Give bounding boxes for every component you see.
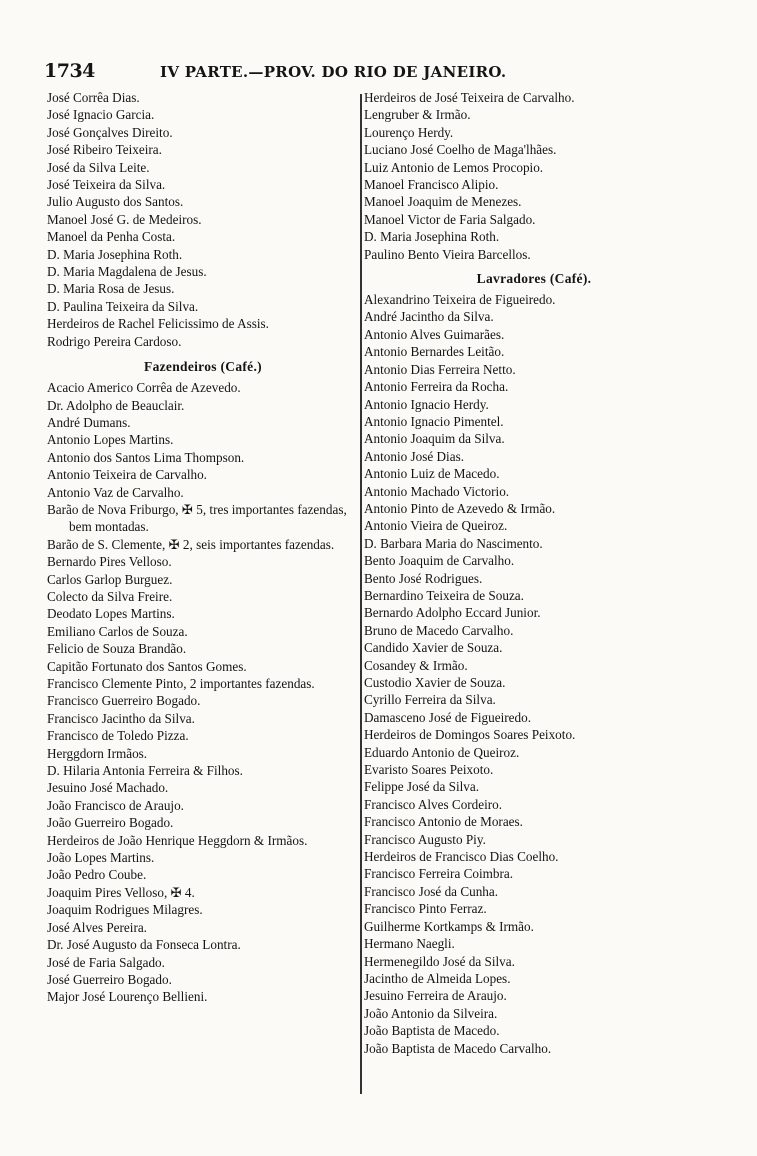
- list-entry: Jesuino José Machado.: [47, 780, 169, 796]
- list-entry: Luiz Antonio de Lemos Procopio.: [364, 159, 544, 175]
- right-top-list: [364, 89, 704, 263]
- list-entry: José Ribeiro Teixeira.: [47, 142, 162, 158]
- list-entry: João Francisco de Araujo.: [47, 797, 184, 813]
- list-entry: Herdeiros de Domingos Soares Peixoto.: [364, 727, 576, 743]
- list-entry: Antonio Teixeira de Carvalho.: [47, 467, 207, 483]
- list-entry: Barão de S. Clemente, ✠ 2, seis importantes fazendas.: [47, 536, 335, 552]
- list-entry: D. Maria Josephina Roth.: [47, 246, 183, 262]
- list-entry: Antonio Lopes Martins.: [47, 432, 174, 448]
- list-entry: João Baptista de Macedo.: [364, 1023, 500, 1039]
- list-entry: José Ignacio Garcia.: [47, 107, 155, 123]
- list-entry: Francisco Jacintho da Silva.: [47, 710, 195, 726]
- list-entry: Joaquim Rodrigues Milagres.: [47, 902, 203, 918]
- list-entry: Manoel da Penha Costa.: [47, 229, 176, 245]
- fazendeiros-list: [47, 379, 359, 1006]
- running-head: IV PARTE.—PROV. DO RIO DE JANEIRO.: [160, 63, 507, 81]
- list-entry: Bento José Rodrigues.: [364, 570, 483, 586]
- list-entry: Joaquim Pires Velloso, ✠ 4.: [47, 884, 195, 900]
- list-entry: Antonio dos Santos Lima Thompson.: [47, 449, 245, 465]
- list-entry: Julio Augusto dos Santos.: [47, 194, 184, 210]
- list-entry: Herdeiros de Francisco Dias Coelho.: [364, 849, 559, 865]
- left-top-list: [47, 89, 359, 350]
- list-entry: João Baptista de Macedo Carvalho.: [364, 1040, 552, 1056]
- list-entry: Candido Xavier de Souza.: [364, 640, 503, 656]
- list-entry: Antonio Joaquim da Silva.: [364, 431, 505, 447]
- list-entry: D. Paulina Teixeira da Silva.: [47, 298, 199, 314]
- left-column: [47, 89, 359, 1006]
- list-entry: Lengruber & Irmão.: [364, 107, 471, 123]
- list-entry: Dr. Adolpho de Beauclair.: [47, 397, 185, 413]
- list-entry: Antonio Pinto de Azevedo & Irmão.: [364, 500, 556, 516]
- right-column: [364, 89, 704, 1057]
- list-entry: Antonio José Dias.: [364, 448, 465, 464]
- list-entry: D. Maria Magdalena de Jesus.: [47, 264, 207, 280]
- list-entry: José Guerreiro Bogado.: [47, 971, 172, 987]
- list-entry: Herdeiros de Rachel Felicissimo de Assis.: [47, 316, 269, 332]
- list-entry: Francisco Alves Cordeiro.: [364, 796, 503, 812]
- list-entry: Paulino Bento Vieira Barcellos.: [364, 246, 531, 262]
- list-entry: João Antonio da Silveira.: [364, 1005, 498, 1021]
- list-entry: Antonio Ferreira da Rocha.: [364, 379, 509, 395]
- list-entry: Bruno de Macedo Carvalho.: [364, 622, 514, 638]
- list-entry: Antonio Vaz de Carvalho.: [47, 484, 184, 500]
- list-entry: Damasceno José de Figueiredo.: [364, 709, 531, 725]
- list-entry: Antonio Ignacio Herdy.: [364, 396, 489, 412]
- list-entry: Colecto da Silva Freire.: [47, 588, 173, 604]
- list-entry: Felicio de Souza Brandão.: [47, 641, 187, 657]
- page-number: 1734: [44, 60, 95, 82]
- list-entry: Francisco de Toledo Pizza.: [47, 728, 189, 744]
- list-entry: Herdeiros de João Henrique Heggdorn & Irmãos.: [47, 832, 308, 848]
- list-entry: Antonio Bernardes Leitão.: [364, 344, 505, 360]
- list-entry: José Gonçalves Direito.: [47, 124, 173, 140]
- list-entry: Francisco José da Cunha.: [364, 883, 499, 899]
- list-entry: Antonio Dias Ferreira Netto.: [364, 361, 516, 377]
- list-entry: Hermano Naegli.: [364, 936, 455, 952]
- list-entry: Rodrigo Pereira Cardoso.: [47, 333, 182, 349]
- list-entry: Antonio Vieira de Queiroz.: [364, 518, 508, 534]
- list-entry: João Pedro Coube.: [47, 867, 147, 883]
- list-entry: Bernardino Teixeira de Souza.: [364, 587, 524, 603]
- list-entry: Herggdorn Irmãos.: [47, 745, 148, 761]
- list-entry: Manoel Victor de Faria Salgado.: [364, 211, 536, 227]
- list-entry: Francisco Pinto Ferraz.: [364, 901, 487, 917]
- list-entry: Francisco Antonio de Moraes.: [364, 814, 523, 830]
- list-entry: José Alves Pereira.: [47, 919, 147, 935]
- column-divider: [360, 94, 362, 1094]
- list-entry: João Guerreiro Bogado.: [47, 815, 174, 831]
- list-entry: Barão de Nova Friburgo, ✠ 5, tres importantes fazendas, bem montadas.: [47, 501, 347, 535]
- list-entry: Evaristo Soares Peixoto.: [364, 762, 494, 778]
- list-entry: Antonio Luiz de Macedo.: [364, 466, 500, 482]
- list-entry: D. Maria Rosa de Jesus.: [47, 281, 175, 297]
- list-entry: José de Faria Salgado.: [47, 954, 165, 970]
- lavradores-heading: Lavradores (Café).: [476, 271, 592, 287]
- list-entry: Luciano José Coelho de Maga'lhães.: [364, 142, 557, 158]
- list-entry: Francisco Clemente Pinto, 2 importantes fazendas.: [47, 676, 315, 691]
- list-entry: Cosandey & Irmão.: [364, 657, 468, 673]
- list-entry: André Dumans.: [47, 414, 131, 430]
- list-entry: Deodato Lopes Martins.: [47, 606, 175, 622]
- list-entry: Acacio Americo Corrêa de Azevedo.: [47, 380, 241, 396]
- list-entry: Dr. José Augusto da Fonseca Lontra.: [47, 937, 241, 953]
- list-entry: Antonio Alves Guimarães.: [364, 326, 505, 342]
- list-entry: Jesuino Ferreira de Araujo.: [364, 988, 507, 1004]
- fazendeiros-heading: Fazendeiros (Café.): [144, 359, 262, 375]
- list-entry: Jacintho de Almeida Lopes.: [364, 970, 511, 986]
- lavradores-list: [364, 291, 704, 1057]
- list-entry: André Jacintho da Silva.: [364, 309, 494, 325]
- list-entry: Manoel Francisco Alipio.: [364, 177, 499, 193]
- list-entry: Lourenço Herdy.: [364, 124, 454, 140]
- list-entry: D. Barbara Maria do Nascimento.: [364, 535, 543, 551]
- list-entry: Custodio Xavier de Souza.: [364, 675, 506, 690]
- list-entry: Felippe José da Silva.: [364, 779, 480, 795]
- list-entry: Major José Lourenço Bellieni.: [47, 989, 208, 1005]
- list-entry: Cyrillo Ferreira da Silva.: [364, 692, 496, 708]
- list-entry: Bernardo Pires Velloso.: [47, 554, 172, 570]
- list-entry: Francisco Guerreiro Bogado.: [47, 693, 201, 709]
- list-entry: José Teixeira da Silva.: [47, 177, 166, 193]
- list-entry: Antonio Ignacio Pimentel.: [364, 413, 504, 429]
- list-entry: Emiliano Carlos de Souza.: [47, 623, 188, 639]
- list-entry: Antonio Machado Victorio.: [364, 483, 510, 499]
- list-entry: Capitão Fortunato dos Santos Gomes.: [47, 658, 247, 674]
- list-entry: Guilherme Kortkamps & Irmão.: [364, 918, 534, 934]
- list-entry: Manoel Joaquim de Menezes.: [364, 194, 522, 210]
- list-entry: João Lopes Martins.: [47, 850, 155, 866]
- list-entry: Herdeiros de José Teixeira de Carvalho.: [364, 90, 575, 105]
- list-entry: José da Silva Leite.: [47, 159, 150, 175]
- list-entry: Alexandrino Teixeira de Figueiredo.: [364, 292, 556, 308]
- list-entry: Francisco Ferreira Coimbra.: [364, 866, 514, 882]
- list-entry: José Corrêa Dias.: [47, 90, 140, 105]
- list-entry: Eduardo Antonio de Queiroz.: [364, 744, 520, 760]
- list-entry: Manoel José G. de Medeiros.: [47, 211, 202, 227]
- list-entry: Carlos Garlop Burguez.: [47, 571, 173, 587]
- list-entry: Hermenegildo José da Silva.: [364, 953, 515, 969]
- list-entry: Bento Joaquim de Carvalho.: [364, 553, 515, 569]
- list-entry: Francisco Augusto Piy.: [364, 831, 486, 847]
- list-entry: Bernardo Adolpho Eccard Junior.: [364, 605, 541, 621]
- list-entry: D. Maria Josephina Roth.: [364, 229, 500, 245]
- list-entry: D. Hilaria Antonia Ferreira & Filhos.: [47, 763, 243, 779]
